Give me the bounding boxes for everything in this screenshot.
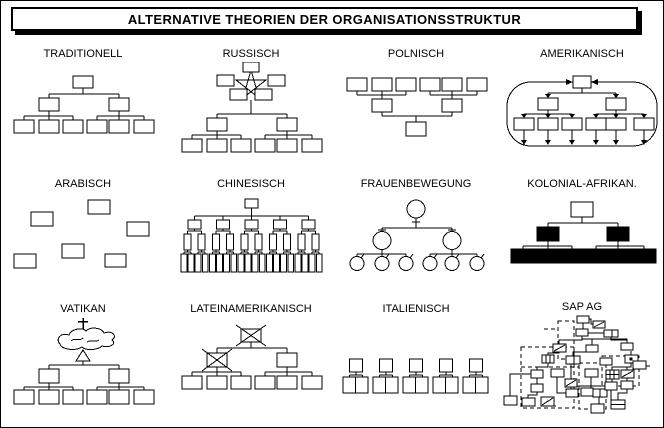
diagram-traditionell classic-tree-icon: [3, 62, 163, 150]
diagram-amerikanisch feedback-loop-icon: [502, 62, 662, 154]
panel-kolonial-afrikan: [502, 177, 662, 284]
panel-sap-ag: [500, 300, 664, 419]
panel-label: ARABISCH: [54, 178, 112, 190]
panel-label: ITALIENISCH: [382, 303, 450, 315]
panel-label: FRAUENBEWEGUNG: [360, 178, 472, 190]
panel-traditionell: [3, 47, 163, 150]
panel-label: CHINESISCH: [217, 178, 285, 190]
diagram-kolonial-afrikan black-boxes-tree-icon: [502, 192, 662, 284]
panel-italienisch: [336, 302, 496, 413]
panel-label: VATIKAN: [60, 303, 106, 315]
panel-label: RUSSISCH: [222, 48, 280, 60]
diagram-polnisch inverted-tree-icon: [336, 62, 496, 150]
diagram-italienisch mini-trees-icon: [336, 317, 496, 413]
panel-label: KOLONIAL-AFRIKAN.: [527, 178, 637, 190]
panel-russisch: [171, 47, 331, 158]
panel-lateinamerikanisch: [171, 302, 331, 409]
diagram-russisch pentagram-star-icon: [171, 62, 331, 158]
panel-label: LATEINAMERIKANISCH: [190, 303, 312, 315]
title-box: [11, 7, 638, 31]
diagram-lateinamerikanisch crossed-out-boxes-icon: [171, 317, 331, 409]
panel-amerikanisch: [502, 47, 662, 154]
diagram-sap-ag chaotic-network-icon: [500, 315, 664, 419]
diagram-arabisch scattered-boxes-icon: [3, 192, 163, 280]
panel-label: TRADITIONELL: [43, 48, 123, 60]
panel-label: SAP AG: [561, 301, 603, 313]
panel-label: AMERIKANISCH: [540, 48, 624, 60]
panel-label: POLNISCH: [387, 48, 445, 60]
diagram-vatikan cross-cloud-triangle-icon: [3, 317, 163, 413]
diagram-frauenbewegung female-symbol-tree-icon: [336, 192, 496, 284]
panel-chinesisch: [171, 177, 331, 284]
diagram-chinesisch dense-tree-icon: [171, 192, 331, 284]
panel-frauenbewegung: [336, 177, 496, 284]
panel-vatikan: [3, 302, 163, 413]
panel-polnisch: [336, 47, 496, 150]
page-title: ALTERNATIVE THEORIEN DER ORGANISATIONSSTRUKTUR: [127, 11, 522, 27]
panel-arabisch: [3, 177, 163, 280]
